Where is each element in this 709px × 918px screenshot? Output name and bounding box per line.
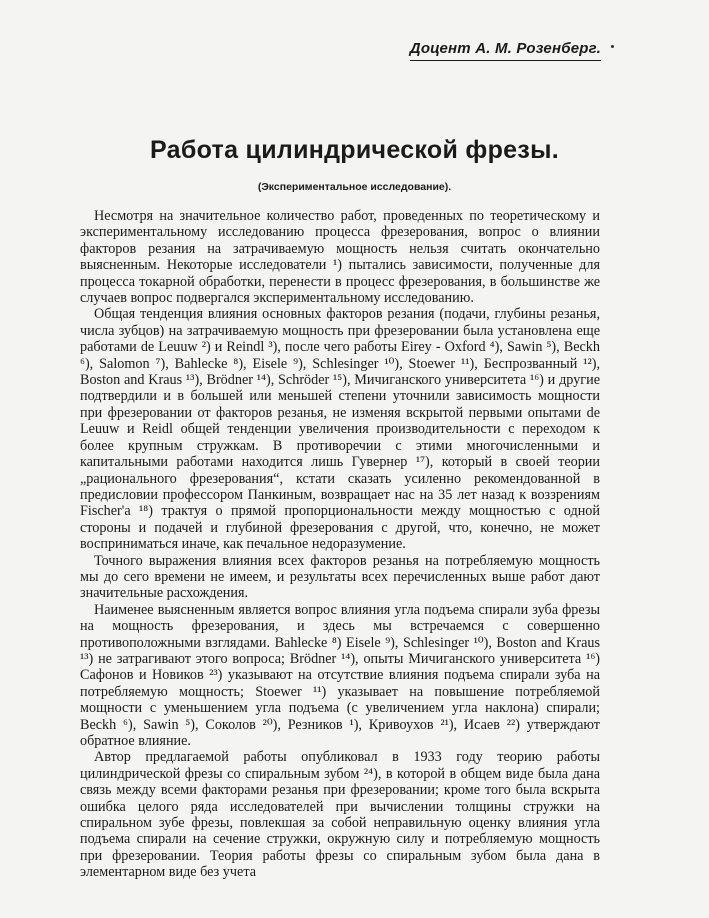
paragraph-4: Наименее выясненным является вопрос влияния угла подъема спирали зуба фрезы на мощность фрезерования, и здесь мы встречаемся с совершенно противоположными взглядами. Bahlecke ⁸) Eisele ⁹), Schlesinger ¹⁰), Boston and Kraus ¹³) не затрагивают этого вопроса; Brödner ¹⁴), опыты Мичиганского университета ¹⁶) Сафонов и Новиков ²³) указывают на отсутствие влияния подъема спирали зуба на потребляемую мощность; Stoewer ¹¹) указывает на повышение потребляемой мощности с уменьшением угла подъема (с увеличением угла наклона) спирали; Beckh ⁶), Sawin ⁵), Соколов ²⁰), Резников ¹), Кривоухов ²¹), Исаев ²²) утверждают обратное влияние. bbox=[80, 601, 600, 749]
author-byline: Доцент А. М. Розенберг. bbox=[410, 40, 601, 61]
article-body bbox=[80, 208, 600, 881]
article-title: Работа цилиндрической фрезы. bbox=[150, 136, 559, 164]
ink-dot-icon bbox=[611, 45, 614, 48]
paragraph-2: Общая тенденция влияния основных факторов резания (подачи, глубины резанья, числа зубцов) на затрачиваемую мощность при фрезеровании была установлена еще работами de Leuuw ²) и Reindl ³), после чего работы Eirey - Oxford ⁴), Sawin ⁵), Beckh ⁶), Salomon ⁷), Bahlecke ⁸), Eisele ⁹), Schlesinger ¹⁰), Stoewer ¹¹), Беспрозванный ¹²), Boston and Kraus ¹³), Brödner ¹⁴), Schröder ¹⁵), Мичиганского университета ¹⁶) и другие подтвердили и в большей или меньшей степени уточнили зависимость мощности при фрезеровании от факторов резанья, не изменяя вскрытой первыми опытами de Leuuw и Reidl общей тенденции увеличения производительности с переходом к более крупным стружкам. В противоречии с этими многочисленными и капитальными работами находится лишь Гувернер ¹⁷), который в своей теории „рационального фрезерования“, кстати сказать усиленно рекомендованной в предисловии профессором Панкиным, возвращает нас на 35 лет назад к воззрениям Fischer'a ¹⁸) трактуя о прямой пропорциональности между мощностью с одной стороны и подачей и глубиной фрезерования с другой, что, конечно, не может восприниматься иначе, как печальное недоразумение. bbox=[80, 306, 600, 553]
article-subtitle: (Экспериментальное исследование). bbox=[257, 181, 452, 193]
paragraph-3: Точного выражения влияния всех факторов резанья на потребляемую мощность мы до сего времени не имеем, и результаты всех перечисленных выше работ дают значительные расхождения. bbox=[80, 552, 600, 602]
paragraph-5: Автор предлагаемой работы опубликовал в 1933 году теорию работы цилиндрической фрезы со спиральным зубом ²⁴), в которой в общем виде была дана связь между всеми факторами резанья при фрезеровании; кроме того была вскрыта ошибка целого ряда исследователей при вычислении толщины стружки на спиральном зубе фрезы, повлекшая за собой неправильную оценку влияния угла подъема спирали на сечение стружки, окружную силу и потребляемую мощность при фрезеровании. Теория работы фрезы со спиральным зубом была дана в элементарном виде без учета bbox=[80, 749, 600, 881]
paragraph-1: Несмотря на значительное количество работ, проведенных по теоретическому и экспериментальному исследованию процесса фрезерования, вопрос о влиянии факторов резания на затрачиваемую мощность нельзя считать окончательно выясненным. Некоторые исследователи ¹) пытались зависимости, полученные для процесса токарной обработки, перенести в процесс фрезерования, в большинстве же случаев вопрос подвергался экспериментальному исследованию. bbox=[80, 208, 600, 307]
